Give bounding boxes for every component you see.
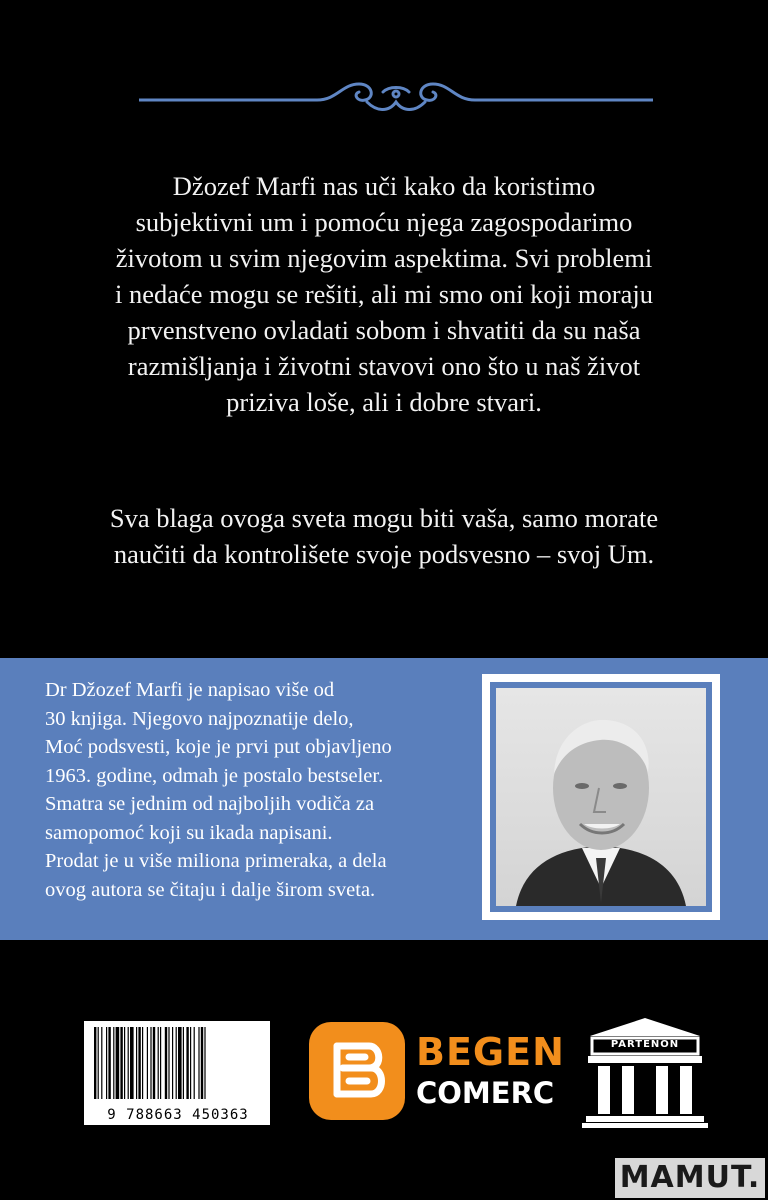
bio-line: Moć podsvesti, koje je prvi put objavljeno [45,736,392,758]
decorative-divider-ornament [137,72,655,120]
bio-line: 1963. godine, odmah je postalo bestseler. [45,764,384,787]
description-line: Džozef Marfi nas uči kako da koristimo [172,171,596,201]
barcode-bar [176,1027,177,1099]
barcode-bar [150,1027,151,1099]
bio-line: ovog autora se čitaju i dalje širom sveta. [45,878,376,901]
partenon-temple-logo-icon [580,1016,710,1128]
bio-line: Smatra se jednim od najboljih vodiča za [45,793,375,815]
barcode-bar [116,1027,120,1099]
description-line: i nedaće mogu se rešiti, ali mi smo oni koji moraju [115,279,653,309]
description-line: prvenstveno ovladati sobom i shvatiti da su naša [127,315,641,345]
barcode-bar [158,1027,159,1099]
bio-line: Dr Džozef Marfi je napisao više od [45,679,335,701]
description-line: naučiti da kontrolišete svoje podsvesno – svoj Um. [113,539,655,569]
description-paragraph-1 [60,168,708,420]
barcode-bar [183,1027,184,1099]
description-line: životom u svim njegovim aspektima. Svi problemi [115,243,653,273]
barcode-bar [178,1027,182,1099]
bio-line: Prodat je u više miliona primeraka, a dela [45,850,387,872]
barcode-bar [120,1027,122,1099]
barcode-bar [168,1027,169,1099]
description-line: priziva loše, ali i dobre stvari. [226,387,542,417]
barcode-bars [92,1027,262,1099]
author-bio [45,676,475,904]
barcode-bar [108,1027,110,1099]
barcode-bar [165,1027,167,1099]
barcode-bar [204,1027,205,1099]
mamut-watermark: MAMUT. [615,1158,765,1198]
barcode-digits: 9 788663 450363 [107,1107,249,1123]
barcode-bar [194,1027,195,1099]
bio-line: samopomoć koji su ikada napisani. [45,821,333,844]
barcode-bar [106,1027,107,1099]
author-photo [496,688,706,906]
barcode-bar [153,1027,155,1099]
barcode-bar [198,1027,199,1099]
barcode-bar [98,1027,99,1099]
barcode-bar [101,1027,102,1099]
description-line: razmišljanja i životni stavovi ono što u naš život [127,351,641,381]
barcode-bar [190,1027,191,1099]
description-line: subjektivni um i pomoću njega zagospodarimo [135,207,633,237]
barcode-bar [172,1027,173,1099]
author-photo-frame [482,674,720,920]
description-paragraph-2 [60,500,708,572]
barcode-bar [147,1027,148,1099]
barcode-bar [160,1027,161,1099]
publisher-name-line1: BEGEN [416,1030,565,1074]
barcode-bar [94,1027,96,1099]
barcode-bar [124,1027,125,1099]
barcode-bar [186,1027,188,1099]
barcode-bar [128,1027,129,1099]
isbn-barcode [84,1021,270,1125]
description-line: Sva blaga ovoga sveta mogu biti vaša, samo morate [109,503,659,533]
bio-line: 30 knjiga. Njegovo najpoznatije delo, [45,707,354,730]
barcode-bar [138,1027,140,1099]
barcode-bar [136,1027,137,1099]
imprint-name: PARTENON [610,1039,680,1050]
barcode-bar [113,1027,114,1099]
barcode-bar [130,1027,134,1099]
barcode-bar [201,1027,203,1099]
begen-comerc-logo-icon [309,1022,405,1120]
barcode-bar [142,1027,143,1099]
publisher-name-line2: COMERC [416,1076,555,1110]
